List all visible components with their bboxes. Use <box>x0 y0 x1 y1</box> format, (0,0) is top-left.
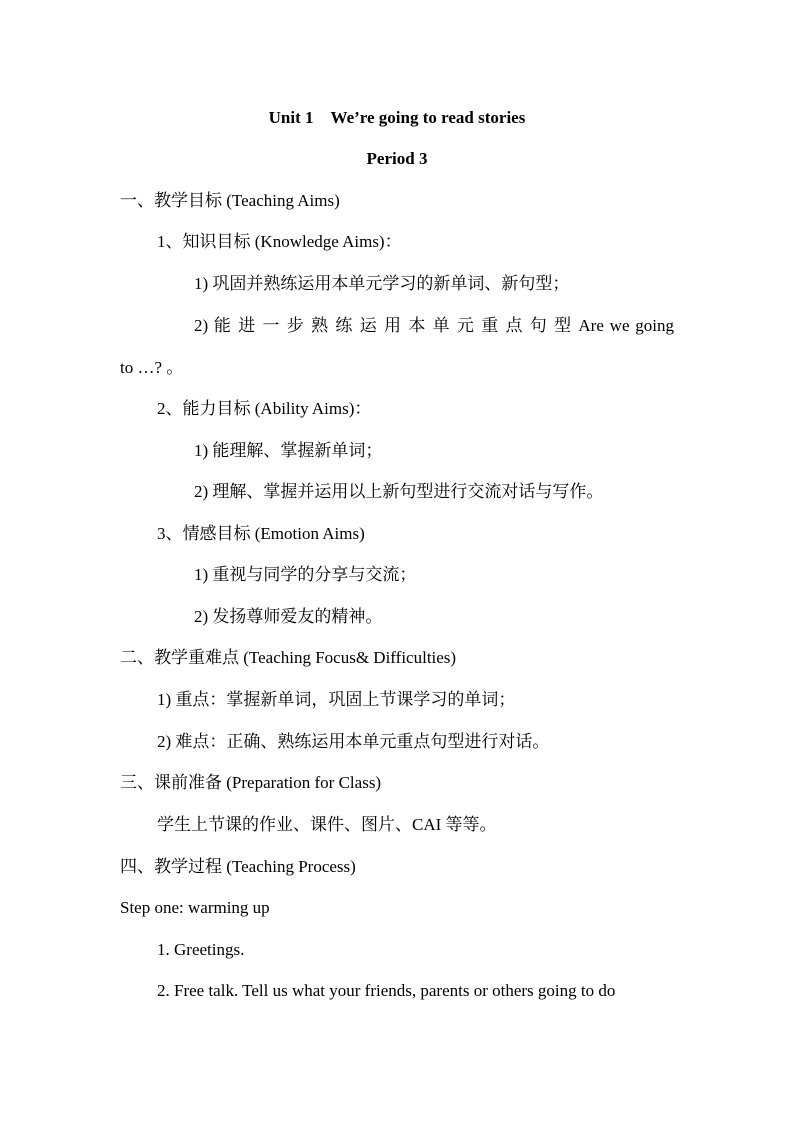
subheading-ability-aims: 2、能力目标 (Ability Aims)： <box>157 399 372 418</box>
step-one-item-1: 1. Greetings. <box>157 940 245 959</box>
ability-aim-item-1: 1) 能理解、掌握新单词； <box>194 441 383 460</box>
subheading-emotion-aims: 3、情感目标 (Emotion Aims) <box>157 524 365 543</box>
knowledge-aim-item-1: 1) 巩固并熟练运用本单元学习的新单词、新句型； <box>194 274 570 293</box>
focus-item-2: 2) 难点：正确、熟练运用本单元重点句型进行对话。 <box>157 732 550 751</box>
section-heading-preparation: 三、课前准备 (Preparation for Class) <box>120 773 382 792</box>
knowledge-aim-item-2-line-2: to …? 。 <box>120 358 184 377</box>
preparation-body: 学生上节课的作业、课件、图片、CAI 等等。 <box>157 815 497 834</box>
subheading-knowledge-aims: 1、知识目标 (Knowledge Aims)： <box>157 232 402 251</box>
step-one-item-2: 2. Free talk. Tell us what your friends, parents or others going to do <box>157 981 616 1000</box>
ability-aim-item-2: 2) 理解、掌握并运用以上新句型进行交流对话与写作。 <box>194 482 604 501</box>
emotion-aim-item-1: 1) 重视与同学的分享与交流； <box>194 565 417 584</box>
knowledge-aim-item-2-line-1: 2) 能 进 一 步 熟 练 运 用 本 单 元 重 点 句 型 Are we going <box>194 316 674 335</box>
section-heading-teaching-aims: 一、教学目标 (Teaching Aims) <box>120 191 340 210</box>
document-title: Unit 1 We’re going to read stories <box>268 108 526 127</box>
section-heading-focus-difficulties: 二、教学重难点 (Teaching Focus& Difficulties) <box>120 648 457 667</box>
step-one-heading: Step one: warming up <box>120 898 270 917</box>
section-heading-teaching-process: 四、教学过程 (Teaching Process) <box>120 857 356 876</box>
focus-item-1: 1) 重点：掌握新单词，巩固上节课学习的单词； <box>157 690 516 709</box>
emotion-aim-item-2: 2) 发扬尊师爱友的精神。 <box>194 607 383 626</box>
period-title: Period 3 <box>366 149 428 168</box>
